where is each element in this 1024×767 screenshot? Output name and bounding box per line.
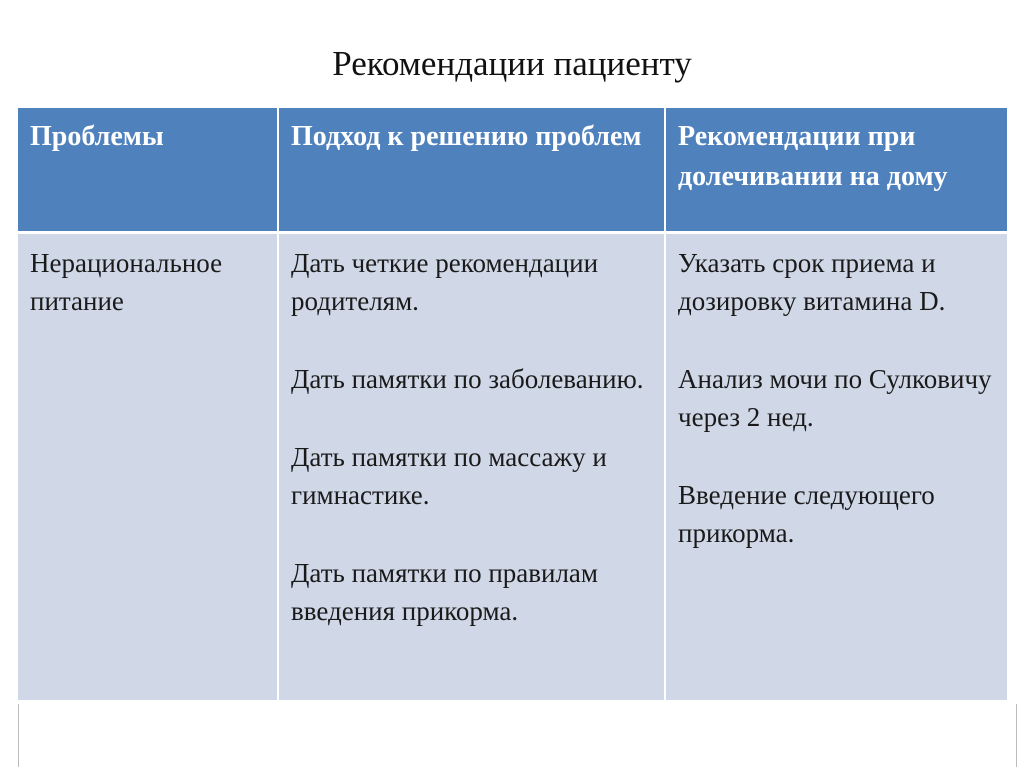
cell-approach — [278, 232, 665, 700]
header-problems: Проблемы — [18, 108, 278, 232]
approach-item: Дать четкие рекомендации родителям. — [291, 247, 599, 316]
recommendation-item: Указать срок приема и дозировку витамина D. — [678, 247, 946, 316]
approach-item: Дать памятки по правилам введения прикорма. — [291, 557, 598, 626]
approach-item: Дать памятки по массажу и гимнастике. — [291, 441, 607, 510]
recommendation-item: Анализ мочи по Сулковичу через 2 нед. — [678, 363, 992, 432]
header-home-recommendations: Рекомендации при долечивании на дому — [665, 108, 1007, 232]
recommendations-table — [18, 108, 1007, 700]
problem-text: Нерациональное питание — [30, 247, 223, 316]
header-approach: Подход к решению проблем — [278, 108, 665, 232]
slide-title: Рекомендации пациенту — [332, 44, 692, 83]
slide-border-left — [18, 704, 19, 767]
cell-problem — [18, 232, 278, 700]
slide-border-right — [1016, 704, 1017, 767]
cell-recommendations — [665, 232, 1007, 700]
table-header-row — [18, 108, 1007, 232]
table-row — [18, 232, 1007, 700]
recommendation-item: Введение следующего прикорма. — [678, 479, 935, 548]
approach-item: Дать памятки по заболеванию. — [291, 363, 644, 394]
